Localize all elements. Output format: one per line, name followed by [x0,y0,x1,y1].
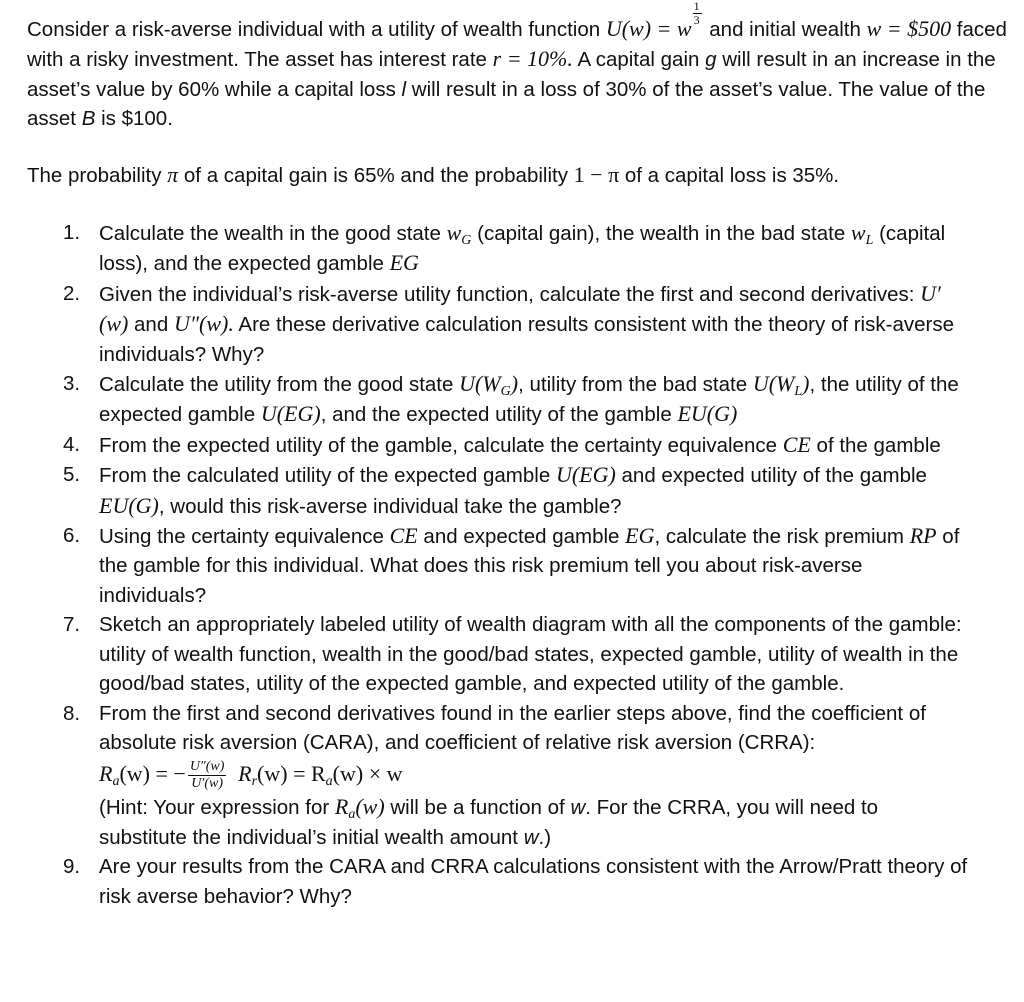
item-text: From the first and second derivatives found in the earlier steps above, find the coefficient of absolute risk aversion (CARA), and coefficient of relative risk aversion (CRRA): [99,701,926,754]
list-item [0,521,969,610]
item-number: 2. [63,281,81,305]
intro-text: will result in a loss of 30% of the asset’s value. The value of the asset [27,77,986,131]
item-text: (capital gain), the wealth in the bad state [477,222,846,245]
item-text: and expected gamble [423,525,620,549]
math-term: R [99,761,113,787]
item-number: 4. [63,432,81,456]
math-subscript: a [348,807,356,823]
intro-text: is $100. [101,107,173,131]
item-text: , would this risk-averse individual take the gamble? [158,494,622,518]
item-text: Sketch an appropriately labeled utility of wealth diagram with all the components of the gamble: utility of wealth function, wealth in the good/bad states, expected gamble, utility of wealth in the good/bad states, utility of the expected gamble, and expected utility of the gamble. [99,613,962,696]
prob-text: of a capital gain is 65% and the probability [183,164,568,187]
math-term: RP [909,523,937,549]
math-subscript: L [865,233,874,248]
math-term: CE [389,523,418,549]
exponent-numerator: 1 [693,0,700,13]
list-item [0,610,969,698]
math-term: (w) × w [332,761,403,787]
item-number: 6. [63,524,81,548]
math-term: U″(w). [173,311,234,337]
list-item [0,369,969,430]
list-item [0,430,969,460]
item-text: and expected utility of the gamble [621,464,927,488]
list-item [0,699,969,853]
item-text: , calculate the risk premium [654,525,904,549]
intro-text: faced with a risky investment. The asset has interest rate [27,18,1007,72]
math-term: CE [782,431,811,457]
math-term: R [334,794,349,820]
intro-text: A capital gain [577,48,700,72]
fraction-denominator: U′(w) [191,776,224,792]
item-text: Given the individual’s risk-averse utility function, calculate the first and second derivatives: [99,282,915,306]
item-text: Are these derivative calculation results consistent with the theory of risk-averse individuals? Why? [99,313,954,366]
gain-symbol: g [705,48,717,72]
math-term: U(W [752,371,795,397]
math-subscript: G [461,233,472,248]
item-number: 1. [63,221,81,244]
item-text: Are your results from the CARA and CRRA calculations consistent with the Arrow/Pratt theory of risk averse behavior? Why? [99,855,968,908]
math-term: EG [389,250,419,276]
item-text: .) [538,825,552,849]
list-item [0,218,969,279]
item-text: and [134,313,169,337]
pi-symbol: π [167,162,179,187]
item-text: , and the expected utility of the gamble [320,403,672,427]
exponent-fraction [692,0,704,34]
math-term: EU(G) [677,401,738,427]
item-text: From the expected utility of the gamble, calculate the certainty equivalence [99,433,778,457]
list-item [0,852,969,911]
utility-function: U(w) = w [605,16,692,41]
fraction-numerator: U″(w) [189,759,225,775]
math-term: ) [510,371,519,397]
math-term: U(W [459,371,501,397]
intro-text: will result in an increase in the asset’s value by 60% while a capital loss [27,48,996,101]
math-subscript: G [500,384,511,400]
item-number: 3. [63,372,81,396]
math-term: w [446,220,462,245]
loss-symbol: l [401,77,407,101]
list-item [0,460,969,521]
math-term: w [570,796,586,820]
item-number: 5. [63,463,81,487]
item-text: From the calculated utility of the expected gamble [99,464,551,488]
math-term: (w) = − [119,761,186,787]
math-term: (w) [355,794,385,820]
exponent-denominator: 3 [693,13,700,27]
math-term: ) [802,371,810,397]
intro-text: Consider a risk-averse individual with a utility of wealth function [27,18,601,41]
interest-rate: r = 10%. [492,46,573,72]
item-text: (capital loss), and the expected gamble [99,222,946,276]
item-text: Using the certainty equivalence [99,525,384,549]
item-number: 7. [63,613,81,637]
item-text: Calculate the utility from the good state [99,373,454,397]
probability-paragraph [27,160,1007,190]
math-subscript: a [325,774,333,790]
prob-text: The probability [27,164,162,187]
item-text: will be a function of [390,796,565,820]
item-text: . For the CRRA, you will need to substitute the individual’s initial wealth amount [99,796,879,849]
risk-aversion-formulas [99,759,969,792]
math-term: w [850,220,866,245]
math-term: U(EG) [260,401,321,427]
item-number: 8. [63,701,81,725]
item-text: of the gamble [816,433,941,457]
one-minus-pi: 1 − π [573,162,620,187]
item-text: Calculate the wealth in the good state [99,222,441,245]
item-text: of the gamble for this individual. What does this risk premium tell you about risk-averse individuals? [99,525,960,607]
intro-paragraph [27,0,1007,134]
item-text: , the utility of the expected gamble [99,373,959,427]
item-text: , utility from the bad state [518,373,748,397]
math-subscript: r [251,774,258,790]
question-list [0,218,1024,911]
math-subscript: L [794,384,803,400]
math-term: EU(G) [99,492,159,518]
item-text: (Hint: Your expression for [99,796,330,820]
initial-wealth: w = $500 [866,16,952,41]
math-subscript: a [112,774,120,790]
hint-text [99,792,969,852]
asset-symbol: B [81,107,96,131]
item-number: 9. [63,855,81,879]
math-term: EG [625,523,655,549]
math-term: R [238,761,252,787]
intro-text: and initial wealth [709,18,861,41]
math-term: U′(w) [99,280,941,337]
math-term: U(EG) [555,462,616,488]
list-item [0,279,969,369]
math-term: (w) = R [257,761,326,787]
math-term: w [523,825,539,849]
derivative-fraction [188,759,227,792]
prob-text: of a capital loss is 35%. [624,164,840,187]
